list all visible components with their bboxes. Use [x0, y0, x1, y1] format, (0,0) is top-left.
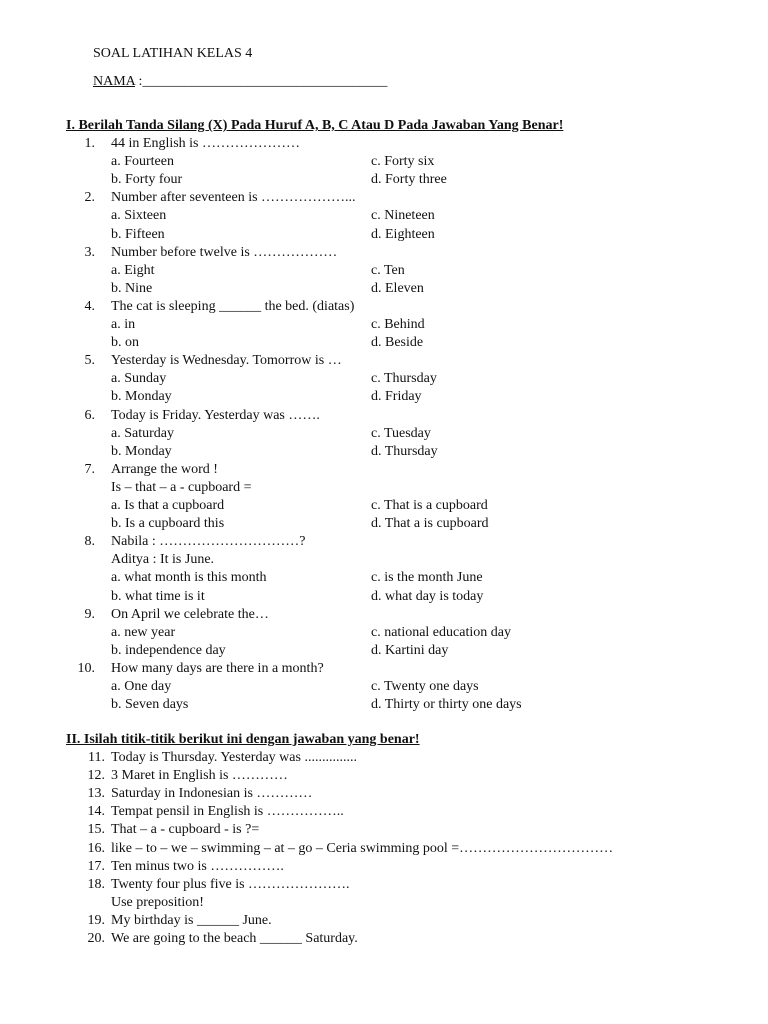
- fill-in-question: Use preposition!: [111, 894, 204, 910]
- option-c: c. Behind: [371, 317, 425, 332]
- question-text: On April we celebrate the…: [111, 606, 269, 622]
- question-text: Yesterday is Wednesday. Tomorrow is …: [111, 353, 342, 369]
- option-c: c. That is a cupboard: [371, 498, 488, 513]
- option-b: b. Is a cupboard this: [111, 516, 225, 532]
- option-a: a. Sunday: [111, 371, 167, 387]
- option-b: b. independence day: [111, 642, 226, 658]
- question-number: 4.: [84, 298, 95, 314]
- option-a: a. Is that a cupboard: [111, 498, 225, 513]
- question-number: 15.: [87, 822, 105, 838]
- question-number: 17.: [87, 858, 105, 874]
- option-d: d. Friday: [371, 389, 422, 405]
- question-text: Aditya : It is June.: [111, 552, 215, 568]
- fill-in-question: Saturday in Indonesian is …………: [111, 786, 313, 802]
- option-d: d. Eleven: [371, 280, 424, 296]
- option-b: b. Monday: [111, 389, 172, 405]
- section-2-heading: II. Isilah titik-titik berikut ini dengan jawaban yang benar!: [66, 732, 420, 747]
- option-a: a. One day: [111, 679, 172, 694]
- question-number: 20.: [87, 931, 105, 946]
- question-text: 44 in English is …………………: [111, 136, 301, 151]
- question-number: 5.: [84, 353, 95, 369]
- option-c: c. Tuesday: [371, 425, 431, 441]
- option-d: d. That a is cupboard: [371, 516, 489, 532]
- fill-in-question: We are going to the beach ______ Saturday.: [111, 931, 358, 946]
- option-a: a. what month is this month: [111, 570, 267, 586]
- question-number: 1.: [84, 136, 95, 151]
- option-b: b. Nine: [111, 280, 153, 296]
- fill-in-question: My birthday is ______ June.: [111, 912, 272, 928]
- option-a: a. Saturday: [111, 425, 174, 441]
- fill-in-question: Ten minus two is …………….: [111, 858, 284, 874]
- question-number: 14.: [87, 804, 105, 820]
- option-d: d. what day is today: [371, 588, 484, 604]
- worksheet-title: SOAL LATIHAN KELAS 4: [93, 46, 253, 61]
- option-c: c. Thursday: [371, 371, 437, 387]
- question-number: 2.: [84, 190, 95, 206]
- question-number: 11.: [88, 750, 105, 765]
- option-b: b. Seven days: [111, 697, 189, 713]
- question-number: 8.: [84, 534, 95, 550]
- question-text: Arrange the word !: [111, 461, 218, 477]
- question-number: 13.: [87, 786, 105, 802]
- fill-in-question: That – a - cupboard - is ?=: [111, 822, 260, 838]
- option-a: a. new year: [111, 624, 176, 640]
- option-b: b. on: [111, 335, 139, 351]
- section-1-heading: I. Berilah Tanda Silang (X) Pada Huruf A, B, C Atau D Pada Jawaban Yang Benar!: [66, 118, 564, 133]
- question-number: 18.: [87, 876, 105, 892]
- fill-in-question: like – to – we – swimming – at – go – Ceria swimming pool =……………………………: [111, 840, 614, 856]
- option-d: d. Thirty or thirty one days: [371, 697, 522, 713]
- option-d: d. Thursday: [371, 443, 438, 459]
- name-blank: :___________________________________: [135, 74, 388, 89]
- question-text: Today is Friday. Yesterday was …….: [111, 407, 320, 423]
- option-c: c. is the month June: [371, 570, 483, 586]
- question-number: 19.: [87, 912, 105, 928]
- option-a: a. Sixteen: [111, 208, 167, 224]
- option-b: b. what time is it: [111, 588, 205, 604]
- question-text: The cat is sleeping ______ the bed. (diatas): [111, 298, 355, 314]
- question-number: 9.: [84, 606, 95, 622]
- fill-in-question: Twenty four plus five is ………………….: [111, 876, 350, 892]
- option-c: c. national education day: [371, 624, 511, 640]
- question-number: 7.: [84, 461, 95, 477]
- option-a: a. in: [111, 317, 136, 332]
- option-a: a. Eight: [111, 262, 155, 278]
- option-d: d. Forty three: [371, 172, 447, 188]
- option-a: a. Fourteen: [111, 154, 174, 170]
- question-text: Nabila : …………………………?: [111, 534, 306, 550]
- option-b: b. Forty four: [111, 172, 183, 188]
- question-number: 10.: [77, 660, 95, 676]
- option-c: c. Nineteen: [371, 208, 435, 224]
- name-label: NAMA: [93, 74, 136, 89]
- question-text: How many days are there in a month?: [111, 660, 324, 676]
- question-number: 3.: [84, 244, 95, 260]
- option-c: c. Twenty one days: [371, 679, 479, 694]
- fill-in-question: Tempat pensil in English is ……………..: [111, 804, 344, 820]
- option-b: b. Fifteen: [111, 226, 165, 242]
- fill-in-question: 3 Maret in English is …………: [111, 768, 288, 784]
- question-text: Number after seventeen is ………………...: [111, 190, 356, 206]
- option-d: d. Eighteen: [371, 226, 435, 242]
- question-text: Number before twelve is ………………: [111, 244, 338, 260]
- option-c: c. Forty six: [371, 154, 435, 170]
- question-number: 16.: [87, 840, 105, 856]
- option-d: d. Kartini day: [371, 642, 449, 658]
- option-b: b. Monday: [111, 443, 172, 459]
- fill-in-question: Today is Thursday. Yesterday was ...............: [111, 750, 357, 765]
- option-c: c. Ten: [371, 262, 405, 278]
- question-number: 12.: [87, 768, 105, 784]
- question-text: Is – that – a - cupboard =: [111, 479, 252, 495]
- name-field: [93, 73, 387, 91]
- question-number: 6.: [84, 407, 95, 423]
- option-d: d. Beside: [371, 335, 424, 351]
